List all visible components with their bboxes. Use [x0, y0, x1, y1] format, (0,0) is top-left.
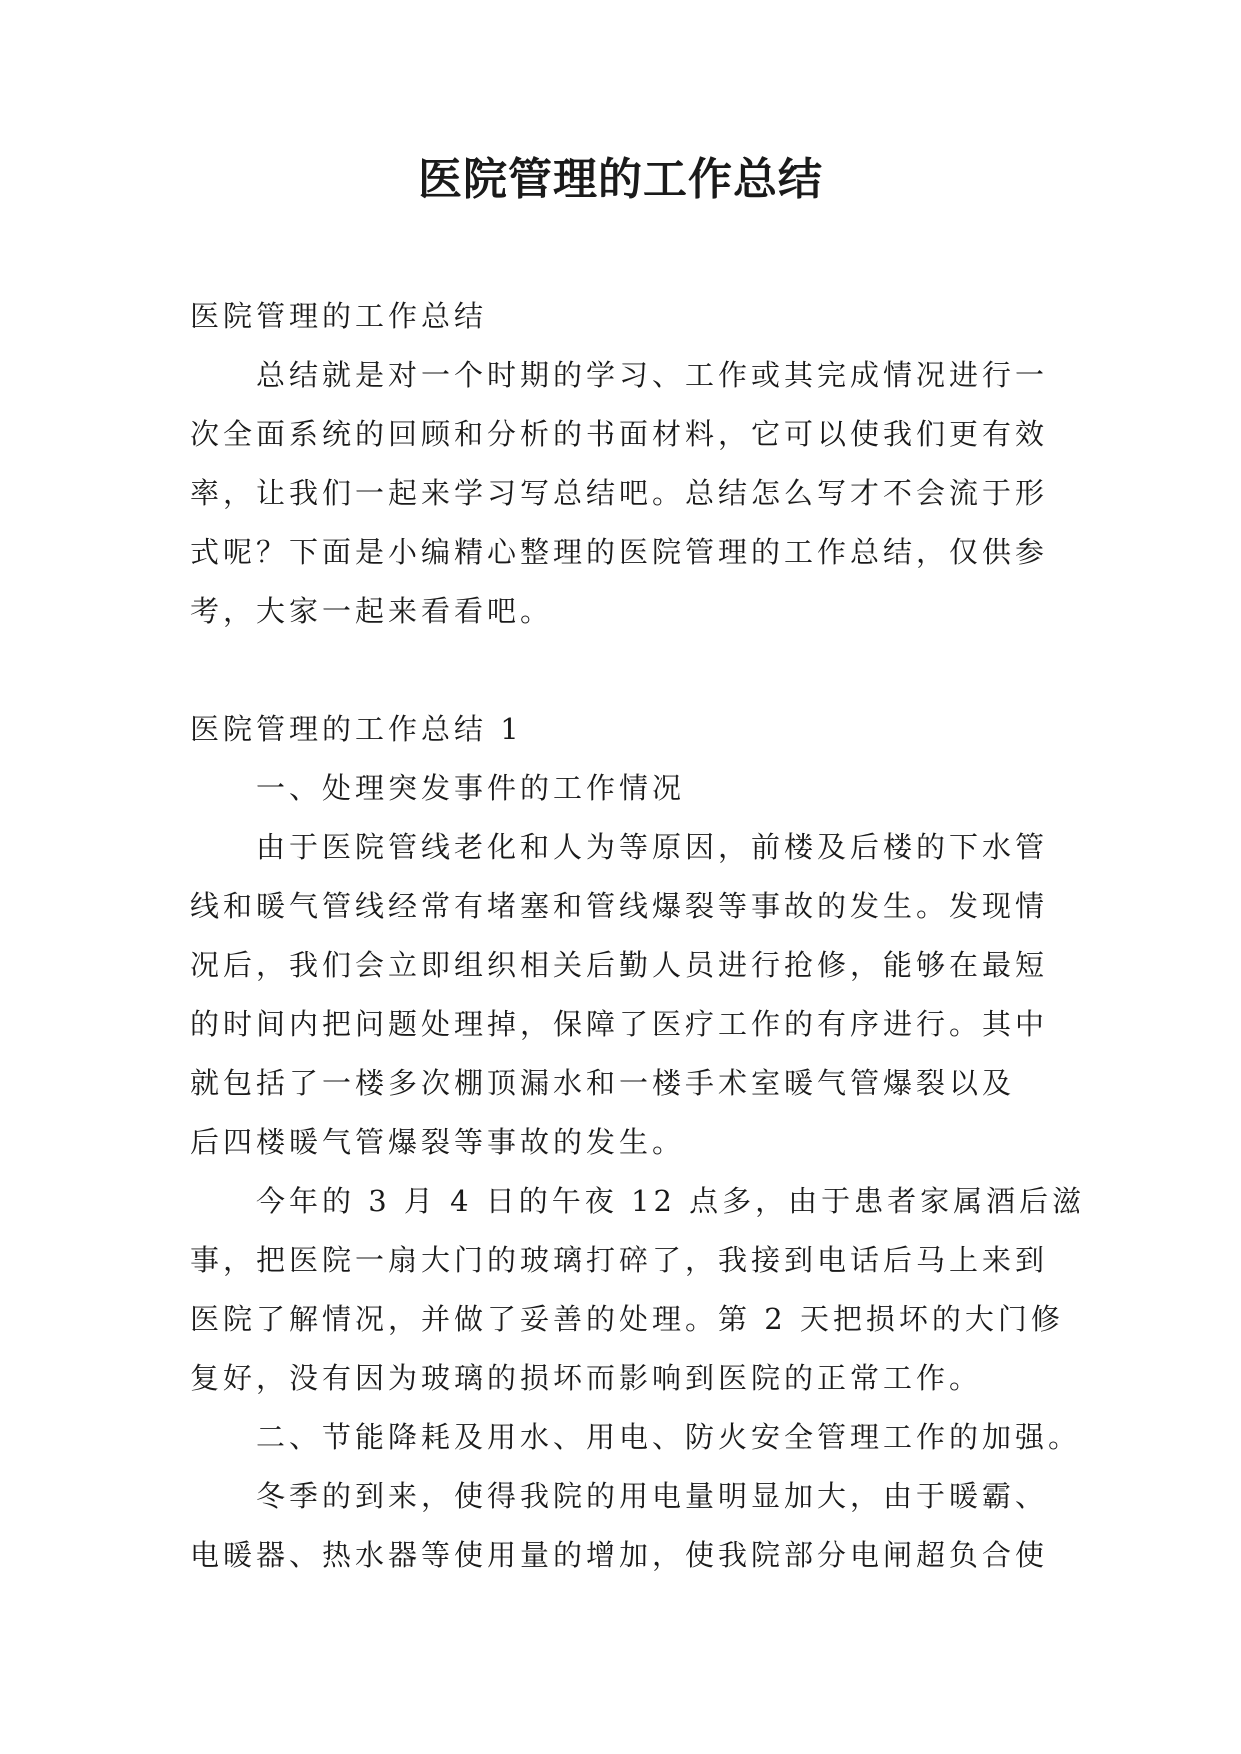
paragraph-line: 线和暖气管线经常有堵塞和管线爆裂等事故的发生。发现情 — [190, 889, 1049, 923]
paragraph-line: 次全面系统的回顾和分析的书面材料，它可以使我们更有效 — [190, 417, 1049, 451]
paragraph-line: 电暖器、热水器等使用量的增加，使我院部分电闸超负合使 — [190, 1538, 1049, 1572]
paragraph-line: 考，大家一起来看看吧。 — [190, 594, 554, 628]
paragraph-line: 式呢？下面是小编精心整理的医院管理的工作总结，仅供参 — [190, 535, 1049, 569]
paragraph-line: 冬季的到来，使得我院的用电量明显加大，由于暖霸、 — [256, 1479, 1049, 1513]
paragraph-line: 后四楼暖气管爆裂等事故的发生。 — [190, 1125, 686, 1159]
paragraph-line: 事，把医院一扇大门的玻璃打碎了，我接到电话后马上来到 — [190, 1243, 1049, 1277]
paragraph-line: 就包括了一楼多次棚顶漏水和一楼手术室暖气管爆裂以及 — [190, 1066, 1016, 1100]
section-heading: 医院管理的工作总结 — [190, 299, 488, 333]
subsection-heading: 二、节能降耗及用水、用电、防火安全管理工作的加强。 — [256, 1420, 1082, 1454]
paragraph-line: 今年的 3 月 4 日的午夜 12 点多，由于患者家属酒后滋 — [256, 1184, 1086, 1218]
paragraph-line: 由于医院管线老化和人为等原因，前楼及后楼的下水管 — [256, 830, 1049, 864]
paragraph-spacer — [190, 641, 1050, 700]
paragraph-line: 况后，我们会立即组织相关后勤人员进行抢修，能够在最短 — [190, 948, 1049, 982]
paragraph-line: 率，让我们一起来学习写总结吧。总结怎么写才不会流于形 — [190, 476, 1049, 510]
paragraph-line: 总结就是对一个时期的学习、工作或其完成情况进行一 — [256, 358, 1049, 392]
paragraph-line: 的时间内把问题处理掉，保障了医疗工作的有序进行。其中 — [190, 1007, 1049, 1041]
paragraph-line: 复好，没有因为玻璃的损坏而影响到医院的正常工作。 — [190, 1361, 983, 1395]
subsection-heading: 一、处理突发事件的工作情况 — [256, 771, 686, 805]
document-title: 医院管理的工作总结 — [418, 154, 823, 205]
section-heading: 医院管理的工作总结 1 — [190, 712, 523, 746]
document-body — [190, 287, 1086, 1585]
paragraph-line: 医院了解情况，并做了妥善的处理。第 2 天把损坏的大门修 — [190, 1302, 1064, 1336]
